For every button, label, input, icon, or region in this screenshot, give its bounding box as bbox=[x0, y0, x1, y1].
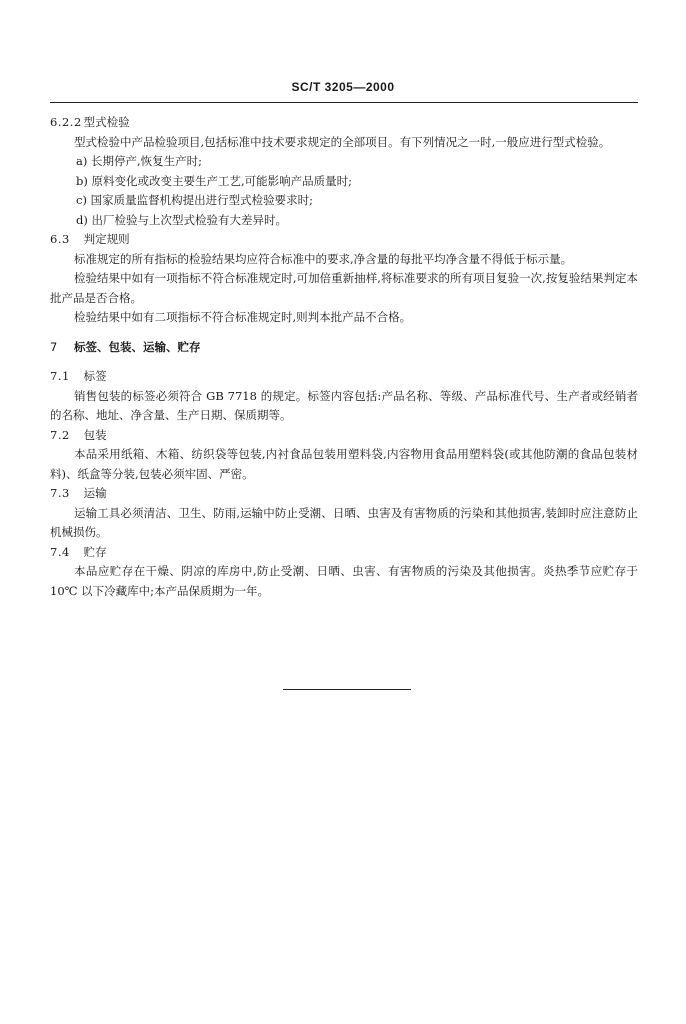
chapter-7-heading bbox=[50, 338, 638, 358]
chapter-number: 7 bbox=[50, 339, 58, 354]
section-number: 7.4 bbox=[50, 544, 70, 559]
list-item-a: a) 长期停产,恢复生产时; bbox=[76, 154, 203, 168]
section-7-2-paragraph: 本品采用纸箱、木箱、纺织袋等包装,内衬食品包装用塑料袋,内容物用食品用塑料袋(或其他防潮的食品包装材料)、纸盒等分装,包装必须牢固、严密。 bbox=[50, 447, 638, 481]
header-divider bbox=[50, 102, 638, 103]
list-item-d: d) 出厂检验与上次型式检验有大差异时。 bbox=[76, 212, 288, 227]
list-item-c: c) 国家质量监督机构提出进行型式检验要求时; bbox=[76, 193, 313, 207]
section-title: 运输 bbox=[83, 486, 107, 500]
section-7-3-paragraph: 运输工具必须清洁、卫生、防雨,运输中防止受潮、日晒、虫害及有害物质的污染和其他损害,装卸时应注意防止机械损伤。 bbox=[50, 505, 638, 539]
section-title: 型式检验 bbox=[83, 115, 130, 129]
section-number: 7.2 bbox=[50, 427, 70, 442]
section-6-3-paragraph-2: 检验结果中如有一项指标不符合标准规定时,可加倍重新抽样,将标准要求的所有项目复验一次,按复验结果判定本批产品是否合格。 bbox=[50, 271, 638, 305]
section-number: 6.2.2 bbox=[50, 115, 82, 129]
section-title: 判定规则 bbox=[83, 232, 130, 246]
section-title: 包装 bbox=[83, 427, 107, 442]
section-6-3-heading bbox=[50, 230, 638, 250]
section-7-1-heading bbox=[50, 367, 638, 387]
section-6-2-2-intro: 型式检验中产品检验项目,包括标准中技术要求规定的全部项目。有下列情况之一时,一般应进行型式检验。 bbox=[74, 134, 611, 149]
section-7-3-heading bbox=[50, 484, 638, 504]
standard-code-header: SC/T 3205—2000 bbox=[291, 80, 395, 94]
section-7-4-heading bbox=[50, 543, 638, 563]
section-7-4-paragraph: 本品应贮存在干燥、阴凉的库房中,防止受潮、日晒、虫害、有害物质的污染及其他损害。炎热季节应贮存于 10℃ 以下冷藏库中;本产品保质期为一年。 bbox=[50, 564, 638, 598]
section-6-3-paragraph-1: 标准规定的所有指标的检验结果均应符合标准中的要求,净含量的每批平均净含量不得低于标示量。 bbox=[74, 251, 573, 266]
chapter-title: 标签、包装、运输、贮存 bbox=[74, 339, 201, 354]
section-number: 7.3 bbox=[50, 486, 70, 500]
section-7-2-heading bbox=[50, 426, 638, 446]
section-number: 6.3 bbox=[50, 232, 70, 246]
section-7-1-paragraph: 销售包装的标签必须符合 GB 7718 的规定。标签内容包括:产品名称、等级、产品标准代号、生产者或经销者的名称、地址、净含量、生产日期、保质期等。 bbox=[50, 388, 638, 422]
section-title: 标签 bbox=[83, 369, 107, 383]
section-number: 7.1 bbox=[50, 369, 70, 383]
end-of-document-rule bbox=[283, 689, 411, 690]
section-title: 贮存 bbox=[83, 544, 107, 559]
section-6-2-2-heading bbox=[50, 113, 638, 133]
section-6-3-paragraph-3: 检验结果中如有二项指标不符合标准规定时,则判本批产品不合格。 bbox=[74, 310, 412, 324]
list-item-b: b) 原料变化或改变主要生产工艺,可能影响产品质量时; bbox=[76, 173, 353, 188]
document-body bbox=[50, 113, 638, 601]
